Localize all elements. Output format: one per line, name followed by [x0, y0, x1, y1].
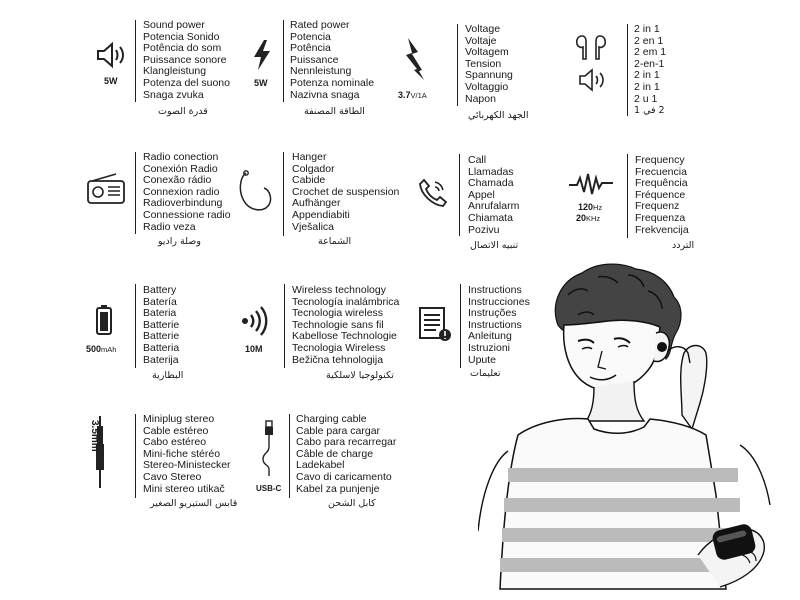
person-illustration: [478, 255, 800, 590]
list-item: Frequenza: [635, 211, 686, 224]
list-item: Technologie sans fil: [292, 318, 384, 331]
list-item: Nazivna snaga: [290, 88, 360, 101]
radio-icon: [86, 172, 126, 206]
frequency-low-number: 120: [578, 202, 594, 212]
miniplug-arabic: قابس الستيريو الصغير: [150, 498, 238, 509]
voltage-arabic: الجهد الكهربائي: [468, 110, 529, 121]
battery-arabic: البطارية: [152, 370, 184, 381]
list-item: Tecnologia Wireless: [292, 341, 386, 354]
miniplug-value: 3.5mm: [89, 420, 100, 452]
list-item: Call: [468, 154, 487, 166]
list-item: Potência: [290, 42, 331, 55]
hanger-list: [292, 152, 399, 233]
list-item: Spannung: [465, 69, 513, 82]
rated-power-arabic: الطاقة المصنفة: [304, 106, 365, 117]
list-item: Potencia: [290, 30, 331, 43]
list-item: Cable estéreo: [143, 424, 209, 437]
lightning-icon: [250, 38, 274, 72]
rated-power-value: 5W: [254, 78, 268, 88]
list-item: 2 em 1: [634, 46, 667, 59]
list-item: Kabel za punjenje: [296, 482, 380, 495]
list-item: Batterie: [143, 330, 180, 343]
list-item: Frequência: [635, 177, 688, 190]
list-item: 2 in 1: [634, 23, 660, 35]
list-item: Chamada: [468, 177, 514, 190]
charging-arabic: كابل الشحن: [328, 498, 376, 509]
list-item: Ladekabel: [296, 459, 345, 472]
list-item: Cabo para recarregar: [296, 436, 397, 449]
list-item: Mini-fiche stéréo: [143, 447, 221, 460]
list-item: Kabellose Technologie: [292, 330, 397, 343]
wireless-value: 10M: [245, 344, 263, 354]
battery-list: [143, 285, 179, 366]
usb-c-cable-icon: [260, 420, 278, 476]
waveform-icon: [568, 172, 614, 198]
list-item: Napon: [465, 92, 496, 105]
list-item: Snaga zvuka: [143, 88, 204, 101]
list-item: Mini stereo utikač: [143, 482, 225, 495]
list-item: 2-en-1: [634, 57, 665, 70]
list-item: Fréquence: [635, 188, 686, 201]
list-item: Colgador: [292, 162, 335, 175]
list-item: Radio conection: [143, 151, 219, 163]
list-item: Tension: [465, 57, 502, 70]
list-item: 2 in 1: [634, 69, 660, 82]
list-item: Bateria: [143, 307, 177, 320]
list-item: Voltaje: [465, 34, 497, 47]
list-item: Upute: [468, 353, 497, 366]
frequency-high-number: 20: [576, 213, 587, 223]
voltage-unit: V/1A: [410, 91, 427, 100]
list-item: Frequency: [635, 154, 685, 166]
wireless-icon: [240, 306, 270, 336]
list-item: Cabide: [292, 174, 326, 187]
list-item: Frecuencia: [635, 165, 687, 178]
list-item: Câble de charge: [296, 447, 374, 460]
list-item: Batería: [143, 295, 177, 308]
list-item: Tecnologia wireless: [292, 307, 384, 320]
list-item: Conexión Radio: [143, 162, 218, 175]
list-item: Cavo di caricamento: [296, 470, 392, 483]
voltage-bolt-icon: [400, 36, 428, 82]
speaker-icon: [94, 40, 130, 70]
battery-icon: [94, 304, 114, 336]
phone-call-icon: [416, 176, 450, 210]
wireless-arabic: تكنولوجيا لاسلكية: [326, 370, 394, 381]
list-item: Puissance sonore: [143, 53, 227, 66]
list-item: Charging cable: [296, 413, 367, 425]
call-arabic: تنبيه الاتصال: [470, 240, 519, 251]
list-item: Pozivu: [468, 223, 500, 236]
list-item: Frekvencija: [635, 223, 689, 236]
list-item: Rated power: [290, 19, 350, 31]
list-item: Sound power: [143, 19, 205, 31]
list-item: Klangleistung: [143, 65, 207, 78]
list-item: Instructions: [468, 318, 522, 331]
list-item: Crochet de suspension: [292, 185, 400, 198]
list-item: Voltaggio: [465, 80, 509, 93]
sound-power-list: [143, 20, 230, 101]
list-item: Connessione radio: [143, 208, 231, 221]
list-item: Conexão rádio: [143, 174, 212, 187]
list-item: Hanger: [292, 151, 327, 163]
list-item: Appendiabiti: [292, 208, 350, 221]
frequency-high-unit: KHz: [586, 214, 601, 223]
list-item: Chiamata: [468, 211, 513, 224]
miniplug-list: [143, 414, 231, 495]
list-item: Cavo Stereo: [143, 470, 202, 483]
list-item: Cable para cargar: [296, 424, 381, 437]
sound-power-value: 5W: [104, 76, 118, 86]
list-item: Frequenz: [635, 200, 680, 213]
voltage-value: [398, 90, 427, 100]
list-item: Potencia Sonido: [143, 30, 220, 43]
manual-icon: [418, 306, 452, 342]
wireless-list: [292, 285, 399, 366]
voltage-list: [465, 24, 513, 105]
radio-list: [143, 152, 231, 233]
list-item: Potenza del suono: [143, 76, 230, 89]
frequency-value-high: [576, 213, 600, 223]
instructions-arabic: تعليمات: [470, 368, 501, 379]
list-item: Potência do som: [143, 42, 222, 55]
list-item: Stereo-Ministecker: [143, 459, 231, 472]
list-item: Miniplug stereo: [143, 413, 215, 425]
list-item: Cabo estéreo: [143, 436, 207, 449]
list-item: Batteria: [143, 341, 180, 354]
list-item: Appel: [468, 188, 495, 201]
list-item: Puissance: [290, 53, 339, 66]
list-item: Anleitung: [468, 330, 512, 343]
list-item: Connexion radio: [143, 185, 220, 198]
list-item: Radio veza: [143, 220, 196, 233]
frequency-value-low: [578, 202, 602, 212]
battery-unit: mAh: [101, 345, 117, 354]
list-item: Bežična tehnologija: [292, 353, 384, 366]
list-item: Instructions: [468, 284, 522, 296]
list-item: Radioverbindung: [143, 197, 223, 210]
call-list: [468, 155, 519, 236]
charging-value: USB-C: [256, 484, 282, 493]
battery-value: [86, 344, 116, 354]
list-item: 2 en 1: [634, 34, 664, 47]
sound-power-arabic: قدرة الصوت: [158, 106, 208, 117]
list-item: Vješalica: [292, 220, 335, 233]
earbuds-speaker-icon: [574, 30, 618, 100]
frequency-list: [635, 155, 689, 236]
list-item: Anrufalarm: [468, 200, 520, 213]
list-item: Baterija: [143, 353, 179, 366]
list-item: Tecnología inalámbrica: [292, 295, 400, 308]
rated-power-list: [290, 20, 374, 101]
list-item: Instruções: [468, 307, 517, 320]
list-item: Battery: [143, 284, 177, 296]
hanger-arabic: الشماعة: [318, 236, 352, 247]
list-item: Istruzioni: [468, 341, 511, 354]
frequency-arabic: التردد: [672, 240, 695, 251]
list-item: Wireless technology: [292, 284, 386, 296]
two-in-one-arabic: 2 في 1: [634, 105, 665, 116]
list-item: Instrucciones: [468, 295, 530, 308]
list-item: Batterie: [143, 318, 180, 331]
list-item: Voltagem: [465, 46, 509, 59]
charging-list: [296, 414, 396, 495]
voltage-number: 3.7: [398, 90, 411, 100]
list-item: Voltage: [465, 23, 501, 35]
list-item: Aufhänger: [292, 197, 341, 210]
battery-number: 500: [86, 344, 102, 354]
list-item: Llamadas: [468, 165, 514, 178]
frequency-low-unit: Hz: [593, 203, 603, 212]
list-item: Nennleistung: [290, 65, 352, 78]
lanyard-icon: [236, 168, 276, 216]
list-item: 2 in 1: [634, 80, 660, 93]
radio-arabic: وصلة راديو: [158, 236, 201, 247]
two-in-one-list: [634, 24, 666, 105]
list-item: 2 u 1: [634, 92, 658, 105]
list-item: Potenza nominale: [290, 76, 375, 89]
